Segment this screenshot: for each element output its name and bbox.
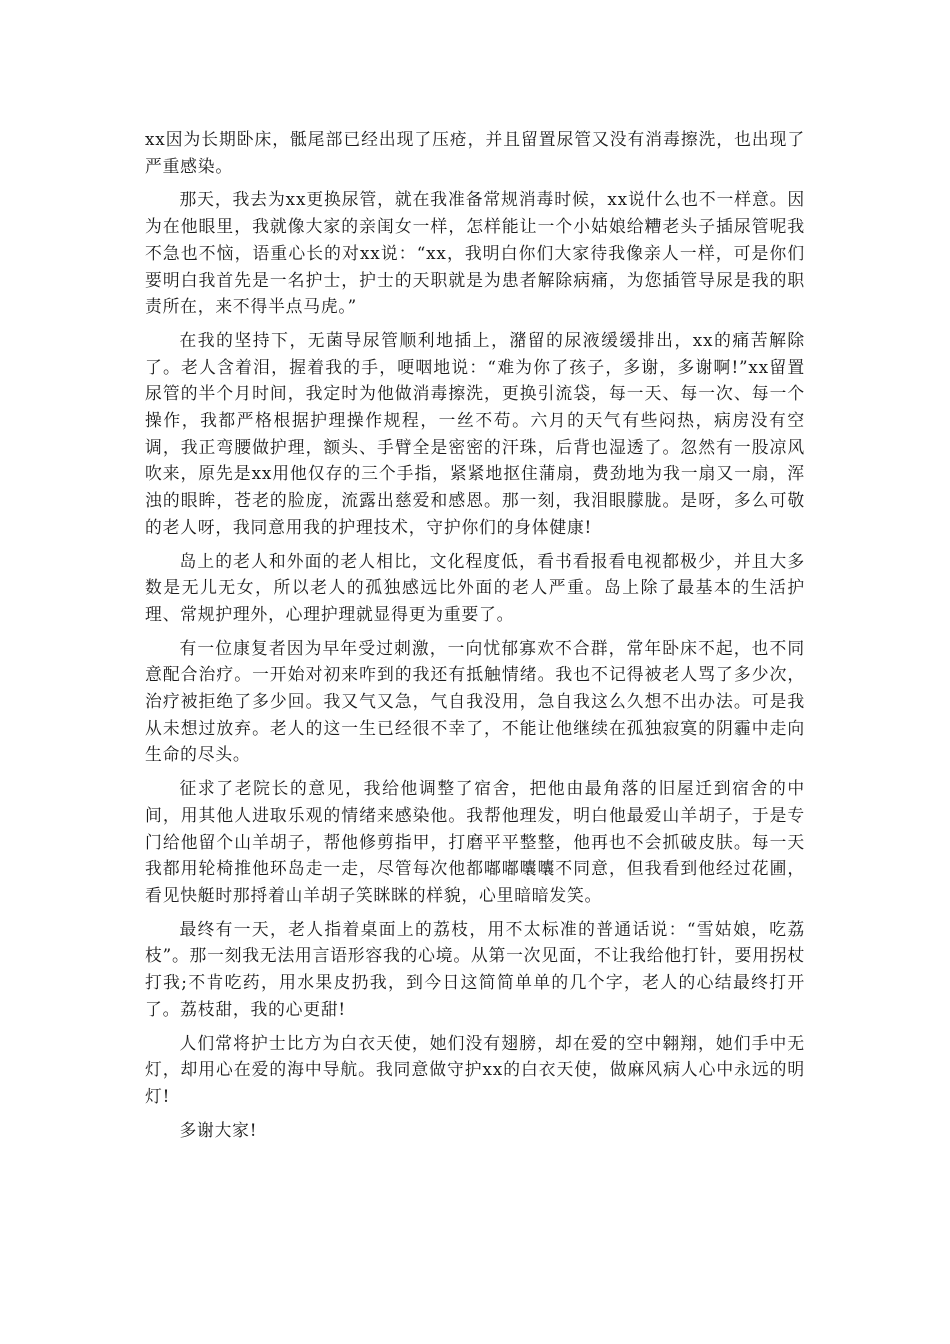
paragraph-8: 人们常将护士比方为白衣天使，她们没有翅膀，却在爱的空中翱翔，她们手中无灯，却用心在爱的海中导航。我同意做守护xx的白衣天使，做麻风病人心中永远的明灯!	[145, 1032, 805, 1106]
paragraph-5: 有一位康复者因为早年受过刺激，一向忧郁寡欢不合群，常年卧床不起，也不同意配合治疗。一开始对初来咋到的我还有抵触情绪。我也不记得被老人骂了多少次，治疗被拒绝了多少回。我又气又急，气自我没用，急自我这么久想不出办法。可是我从未想过放弃。老人的这一生已经很不幸了，不能让他继续在孤独寂寞的阴霾中走向生命的尽头。	[145, 637, 805, 765]
paragraph-4: 岛上的老人和外面的老人相比，文化程度低，看书看报看电视都极少，并且大多数是无儿无女，所以老人的孤独感远比外面的老人严重。岛上除了最基本的生活护理、常规护理外，心理护理就显得更为重要了。	[145, 550, 805, 624]
paragraph-3: 在我的坚持下，无菌导尿管顺利地插上，潴留的尿液缓缓排出，xx的痛苦解除了。老人含着泪，握着我的手，哽咽地说：“难为你了孩子，多谢，多谢啊!”xx留置尿管的半个月时间，我定时为他做消毒擦洗，更换引流袋，每一天、每一次、每一个操作，我都严格根据护理操作规程，一丝不苟。六月的天气有些闷热，病房没有空调，我正弯腰做护理，额头、手臂全是密密的汗珠，后背也湿透了。忽然有一股凉风吹来，原先是xx用他仅存的三个手指，紧紧地抠住蒲扇，费劲地为我一扇又一扇，浑浊的眼眸，苍老的脸庞，流露出慈爱和感恩。那一刻，我泪眼朦胧。是呀，多么可敬的老人呀，我同意用我的护理技术，守护你们的身体健康!	[145, 329, 805, 537]
paragraph-7: 最终有一天，老人指着桌面上的荔枝，用不太标准的普通话说：“雪姑娘，吃荔枝”。那一刻我无法用言语形容我的心境。从第一次见面，不让我给他打针，要用拐杖打我;不肯吃药，用水果皮扔我，到今日这简简单单的几个字，老人的心结最终打开了。荔枝甜，我的心更甜!	[145, 918, 805, 1019]
paragraph-1: xx因为长期卧床，骶尾部已经出现了压疮，并且留置尿管又没有消毒擦洗，也出现了严重感染。	[145, 129, 805, 176]
paragraph-6: 征求了老院长的意见，我给他调整了宿舍，把他由最角落的旧屋迁到宿舍的中间，用其他人进取乐观的情绪来感染他。我帮他理发，明白他最爱山羊胡子，于是专门给他留个山羊胡子，帮他修剪指甲，打磨平平整整，他再也不会抓破皮肤。每一天我都用轮椅推他环岛走一走，尽管每次他都嘟嘟囔囔不同意，但我看到他经过花圃，看见快艇时那捋着山羊胡子笑眯眯的样貌，心里暗暗发笑。	[145, 778, 805, 905]
paragraph-9: 多谢大家!	[179, 1119, 258, 1140]
paragraph-2: 那天，我去为xx更换尿管，就在我准备常规消毒时候，xx说什么也不一样意。因为在他眼里，我就像大家的亲闺女一样，怎样能让一个小姑娘给糟老头子插尿管呢我不急也不恼，语重心长的对xx说：“xx，我明白你们大家待我像亲人一样，可是你们要明白我首先是一名护士，护士的天职就是为患者解除病痛，为您插管导尿是我的职责所在，来不得半点马虎。”	[145, 189, 805, 317]
document-body	[145, 126, 805, 1150]
